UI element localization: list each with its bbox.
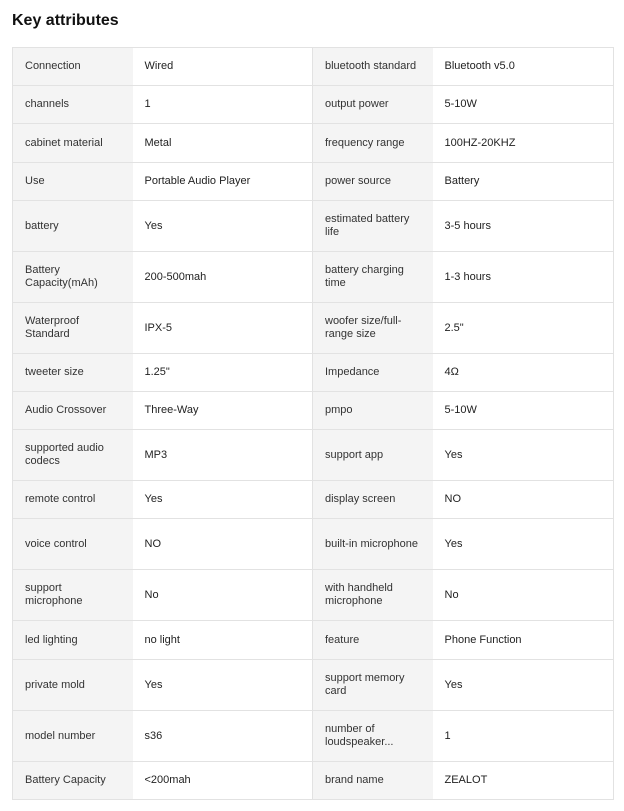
table-row (13, 621, 614, 660)
attribute-name: support memory card (313, 660, 433, 711)
attribute-name: Use (13, 163, 133, 201)
table-row (13, 762, 614, 800)
attribute-value: 100HZ-20KHZ (433, 124, 614, 163)
table-row (13, 201, 614, 252)
attribute-name: power source (313, 163, 433, 201)
attribute-value: Wired (133, 48, 313, 86)
attribute-name: cabinet material (13, 124, 133, 163)
attribute-name: Waterproof Standard (13, 303, 133, 354)
attribute-value: Phone Function (433, 621, 614, 660)
attribute-name: support app (313, 430, 433, 481)
attribute-name: frequency range (313, 124, 433, 163)
table-row (13, 519, 614, 570)
table-row (13, 711, 614, 762)
attribute-value: MP3 (133, 430, 313, 481)
attribute-value: 200-500mah (133, 252, 313, 303)
attribute-name: feature (313, 621, 433, 660)
attribute-name: support microphone (13, 570, 133, 621)
attribute-name: Impedance (313, 354, 433, 392)
attribute-name: number of loudspeaker... (313, 711, 433, 762)
attribute-value: 1 (133, 86, 313, 124)
table-row (13, 48, 614, 86)
attribute-name: led lighting (13, 621, 133, 660)
attribute-value: No (433, 570, 614, 621)
attribute-name: voice control (13, 519, 133, 570)
table-row (13, 481, 614, 519)
attribute-name: with handheld microphone (313, 570, 433, 621)
attribute-value: No (133, 570, 313, 621)
attribute-value: Three-Way (133, 392, 313, 430)
attribute-value: IPX-5 (133, 303, 313, 354)
attribute-name: Battery Capacity(mAh) (13, 252, 133, 303)
attribute-name: Battery Capacity (13, 762, 133, 800)
attribute-value: Yes (433, 519, 614, 570)
attribute-value: Yes (133, 201, 313, 252)
attribute-value: Battery (433, 163, 614, 201)
attribute-value: ZEALOT (433, 762, 614, 800)
table-row (13, 124, 614, 163)
table-row (13, 354, 614, 392)
attribute-value: 5-10W (433, 86, 614, 124)
attribute-value: 3-5 hours (433, 201, 614, 252)
attribute-name: battery (13, 201, 133, 252)
attribute-name: estimated battery life (313, 201, 433, 252)
attribute-name: channels (13, 86, 133, 124)
attribute-value: 1.25" (133, 354, 313, 392)
table-row (13, 392, 614, 430)
attribute-value: Metal (133, 124, 313, 163)
attribute-name: woofer size/full-range size (313, 303, 433, 354)
table-row (13, 430, 614, 481)
table-row (13, 163, 614, 201)
attribute-value: Yes (133, 481, 313, 519)
attribute-name: remote control (13, 481, 133, 519)
attribute-value: Portable Audio Player (133, 163, 313, 201)
attribute-name: tweeter size (13, 354, 133, 392)
attribute-name: supported audio codecs (13, 430, 133, 481)
attribute-value: Yes (433, 430, 614, 481)
attribute-value: Yes (133, 660, 313, 711)
table-row (13, 252, 614, 303)
attribute-value: <200mah (133, 762, 313, 800)
attribute-value: s36 (133, 711, 313, 762)
table-row (13, 86, 614, 124)
attribute-name: private mold (13, 660, 133, 711)
attribute-value: 2.5" (433, 303, 614, 354)
attribute-name: output power (313, 86, 433, 124)
attribute-value: 5-10W (433, 392, 614, 430)
attribute-value: 1 (433, 711, 614, 762)
attribute-name: model number (13, 711, 133, 762)
section-title: Key attributes (12, 12, 119, 29)
attribute-name: bluetooth standard (313, 48, 433, 86)
table-row (13, 660, 614, 711)
attribute-value: Bluetooth v5.0 (433, 48, 614, 86)
attribute-value: 4Ω (433, 354, 614, 392)
attribute-value: 1-3 hours (433, 252, 614, 303)
attribute-value: NO (433, 481, 614, 519)
table-row (13, 570, 614, 621)
attribute-name: pmpo (313, 392, 433, 430)
attribute-value: Yes (433, 660, 614, 711)
attribute-name: battery charging time (313, 252, 433, 303)
attribute-value: NO (133, 519, 313, 570)
attribute-name: built-in microphone (313, 519, 433, 570)
attribute-name: display screen (313, 481, 433, 519)
table-row (13, 303, 614, 354)
attribute-value: no light (133, 621, 313, 660)
attribute-name: Audio Crossover (13, 392, 133, 430)
attribute-name: brand name (313, 762, 433, 800)
key-attributes-table (12, 47, 614, 800)
attribute-name: Connection (13, 48, 133, 86)
